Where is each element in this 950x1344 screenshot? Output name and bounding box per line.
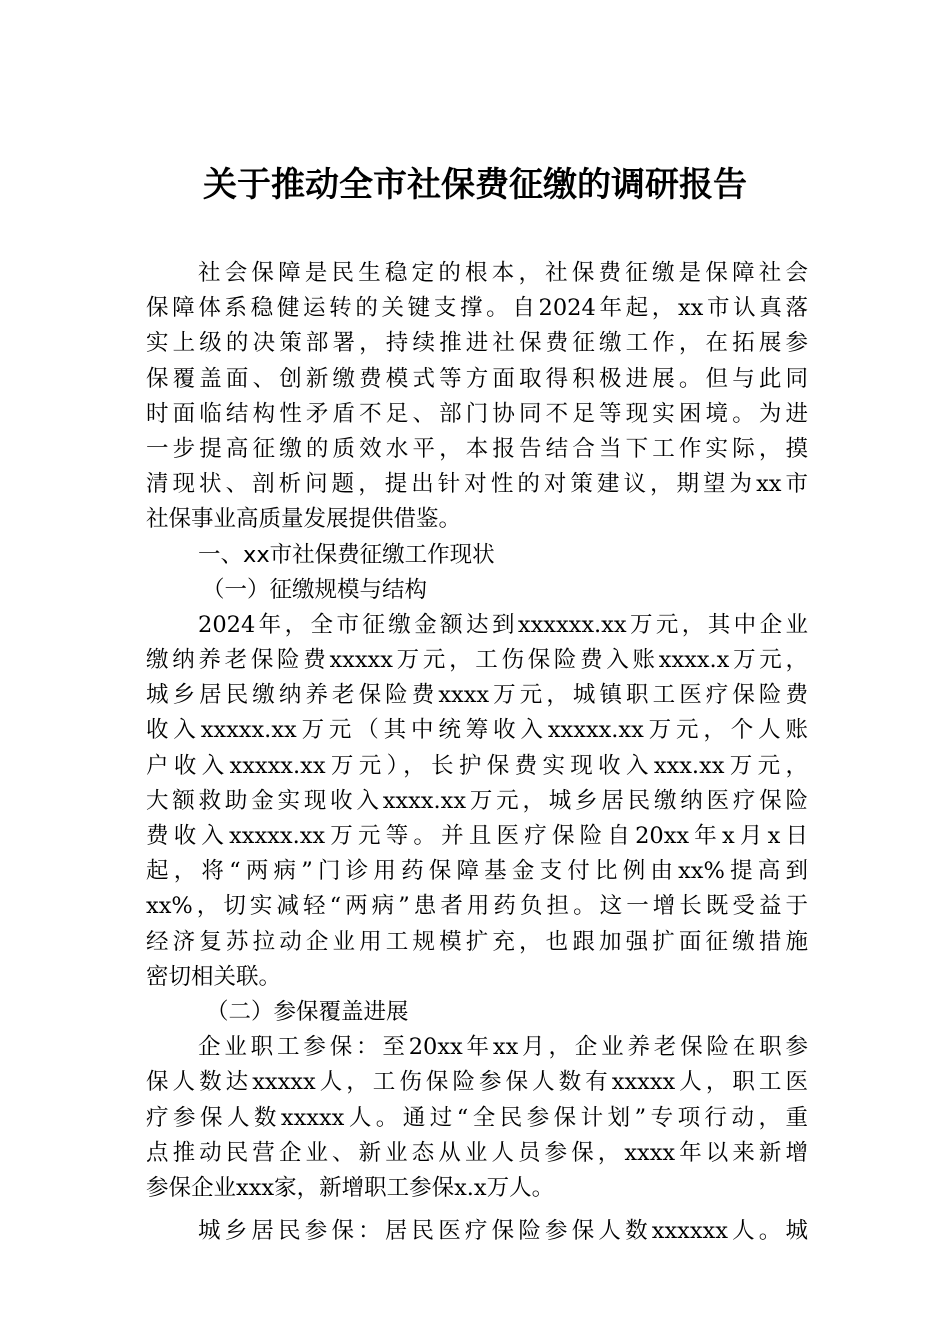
text-line: 保障体系稳健运转的关键支撑。自2024年起，xx市认真落 bbox=[146, 295, 808, 322]
text-line: 密切相关联。 bbox=[146, 963, 282, 990]
scale-structure-paragraph bbox=[146, 608, 808, 995]
text-line: xx%，切实减轻“两病”患者用药负担。这一增长既受益于 bbox=[146, 893, 808, 920]
subsection-heading-1: （一）征缴规模与结构 bbox=[202, 576, 428, 603]
text-line: 费收入xxxxx.xx万元等。并且医疗保险自20xx年x月x日 bbox=[146, 823, 808, 849]
text-line: 经济复苏拉动企业用工规模扩充，也跟加强扩面征缴措施 bbox=[146, 928, 808, 955]
text-line: 参保企业xxx家，新增职工参保x.x万人。 bbox=[146, 1174, 555, 1201]
text-line: 缴纳养老保险费xxxxx万元，工伤保险费入账xxxx.x万元， bbox=[146, 647, 808, 674]
text-line: 点推动民营企业、新业态从业人员参保，xxxx年以来新增 bbox=[146, 1139, 808, 1166]
document-body bbox=[146, 256, 808, 1249]
text-line: 疗参保人数xxxxx人。通过“全民参保计划”专项行动，重 bbox=[146, 1104, 808, 1131]
text-line: 清现状、剖析问题，提出针对性的对策建议，期望为xx市 bbox=[146, 471, 808, 498]
text-line: 社会保障是民生稳定的根本，社保费征缴是保障社会 bbox=[198, 260, 808, 286]
text-line: 时面临结构性矛盾不足、部门协同不足等现实困境。为进 bbox=[146, 400, 808, 427]
text-line: 企业职工参保：至20xx年xx月，企业养老保险在职参 bbox=[198, 1034, 808, 1061]
enterprise-coverage-paragraph bbox=[146, 1030, 808, 1206]
text-line: 大额救助金实现收入xxxx.xx万元，城乡居民缴纳医疗保险 bbox=[146, 787, 808, 814]
text-line: 城乡居民参保：居民医疗保险参保人数xxxxxx人。城 bbox=[198, 1218, 808, 1245]
subsection-heading-2: （二）参保覆盖进展 bbox=[206, 998, 409, 1025]
resident-coverage-paragraph bbox=[146, 1214, 808, 1249]
text-line: 户收入xxxxx.xx万元），长护保费实现收入xxx.xx万元， bbox=[146, 752, 808, 779]
text-line: 城乡居民缴纳养老保险费xxxx万元，城镇职工医疗保险费 bbox=[146, 682, 808, 709]
text-line: 2024年，全市征缴金额达到xxxxxx.xx万元，其中企业 bbox=[198, 611, 808, 638]
text-line: 收入xxxxx.xx万元（其中统筹收入xxxxx.xx万元，个人账 bbox=[146, 717, 808, 744]
text-line: 社保事业高质量发展提供借鉴。 bbox=[146, 506, 462, 533]
text-line: 起，将“两病”门诊用药保障基金支付比例由xx%提高到 bbox=[146, 858, 808, 885]
text-line: 保覆盖面、创新缴费模式等方面取得积极进展。但与此同 bbox=[146, 365, 808, 392]
document-title: 关于推动全市社保费征缴的调研报告 bbox=[203, 165, 747, 205]
text-line: 一步提高征缴的质效水平，本报告结合当下工作实际，摸 bbox=[146, 435, 808, 462]
section-heading-1: 一、xx市社保费征缴工作现状 bbox=[198, 541, 495, 568]
text-line: 保人数达xxxxx人，工伤保险参保人数有xxxxx人，职工医 bbox=[146, 1069, 808, 1096]
intro-paragraph bbox=[146, 256, 808, 538]
text-line: 实上级的决策部署，持续推进社保费征缴工作，在拓展参 bbox=[146, 330, 808, 357]
paragraph-gap bbox=[146, 1206, 808, 1214]
